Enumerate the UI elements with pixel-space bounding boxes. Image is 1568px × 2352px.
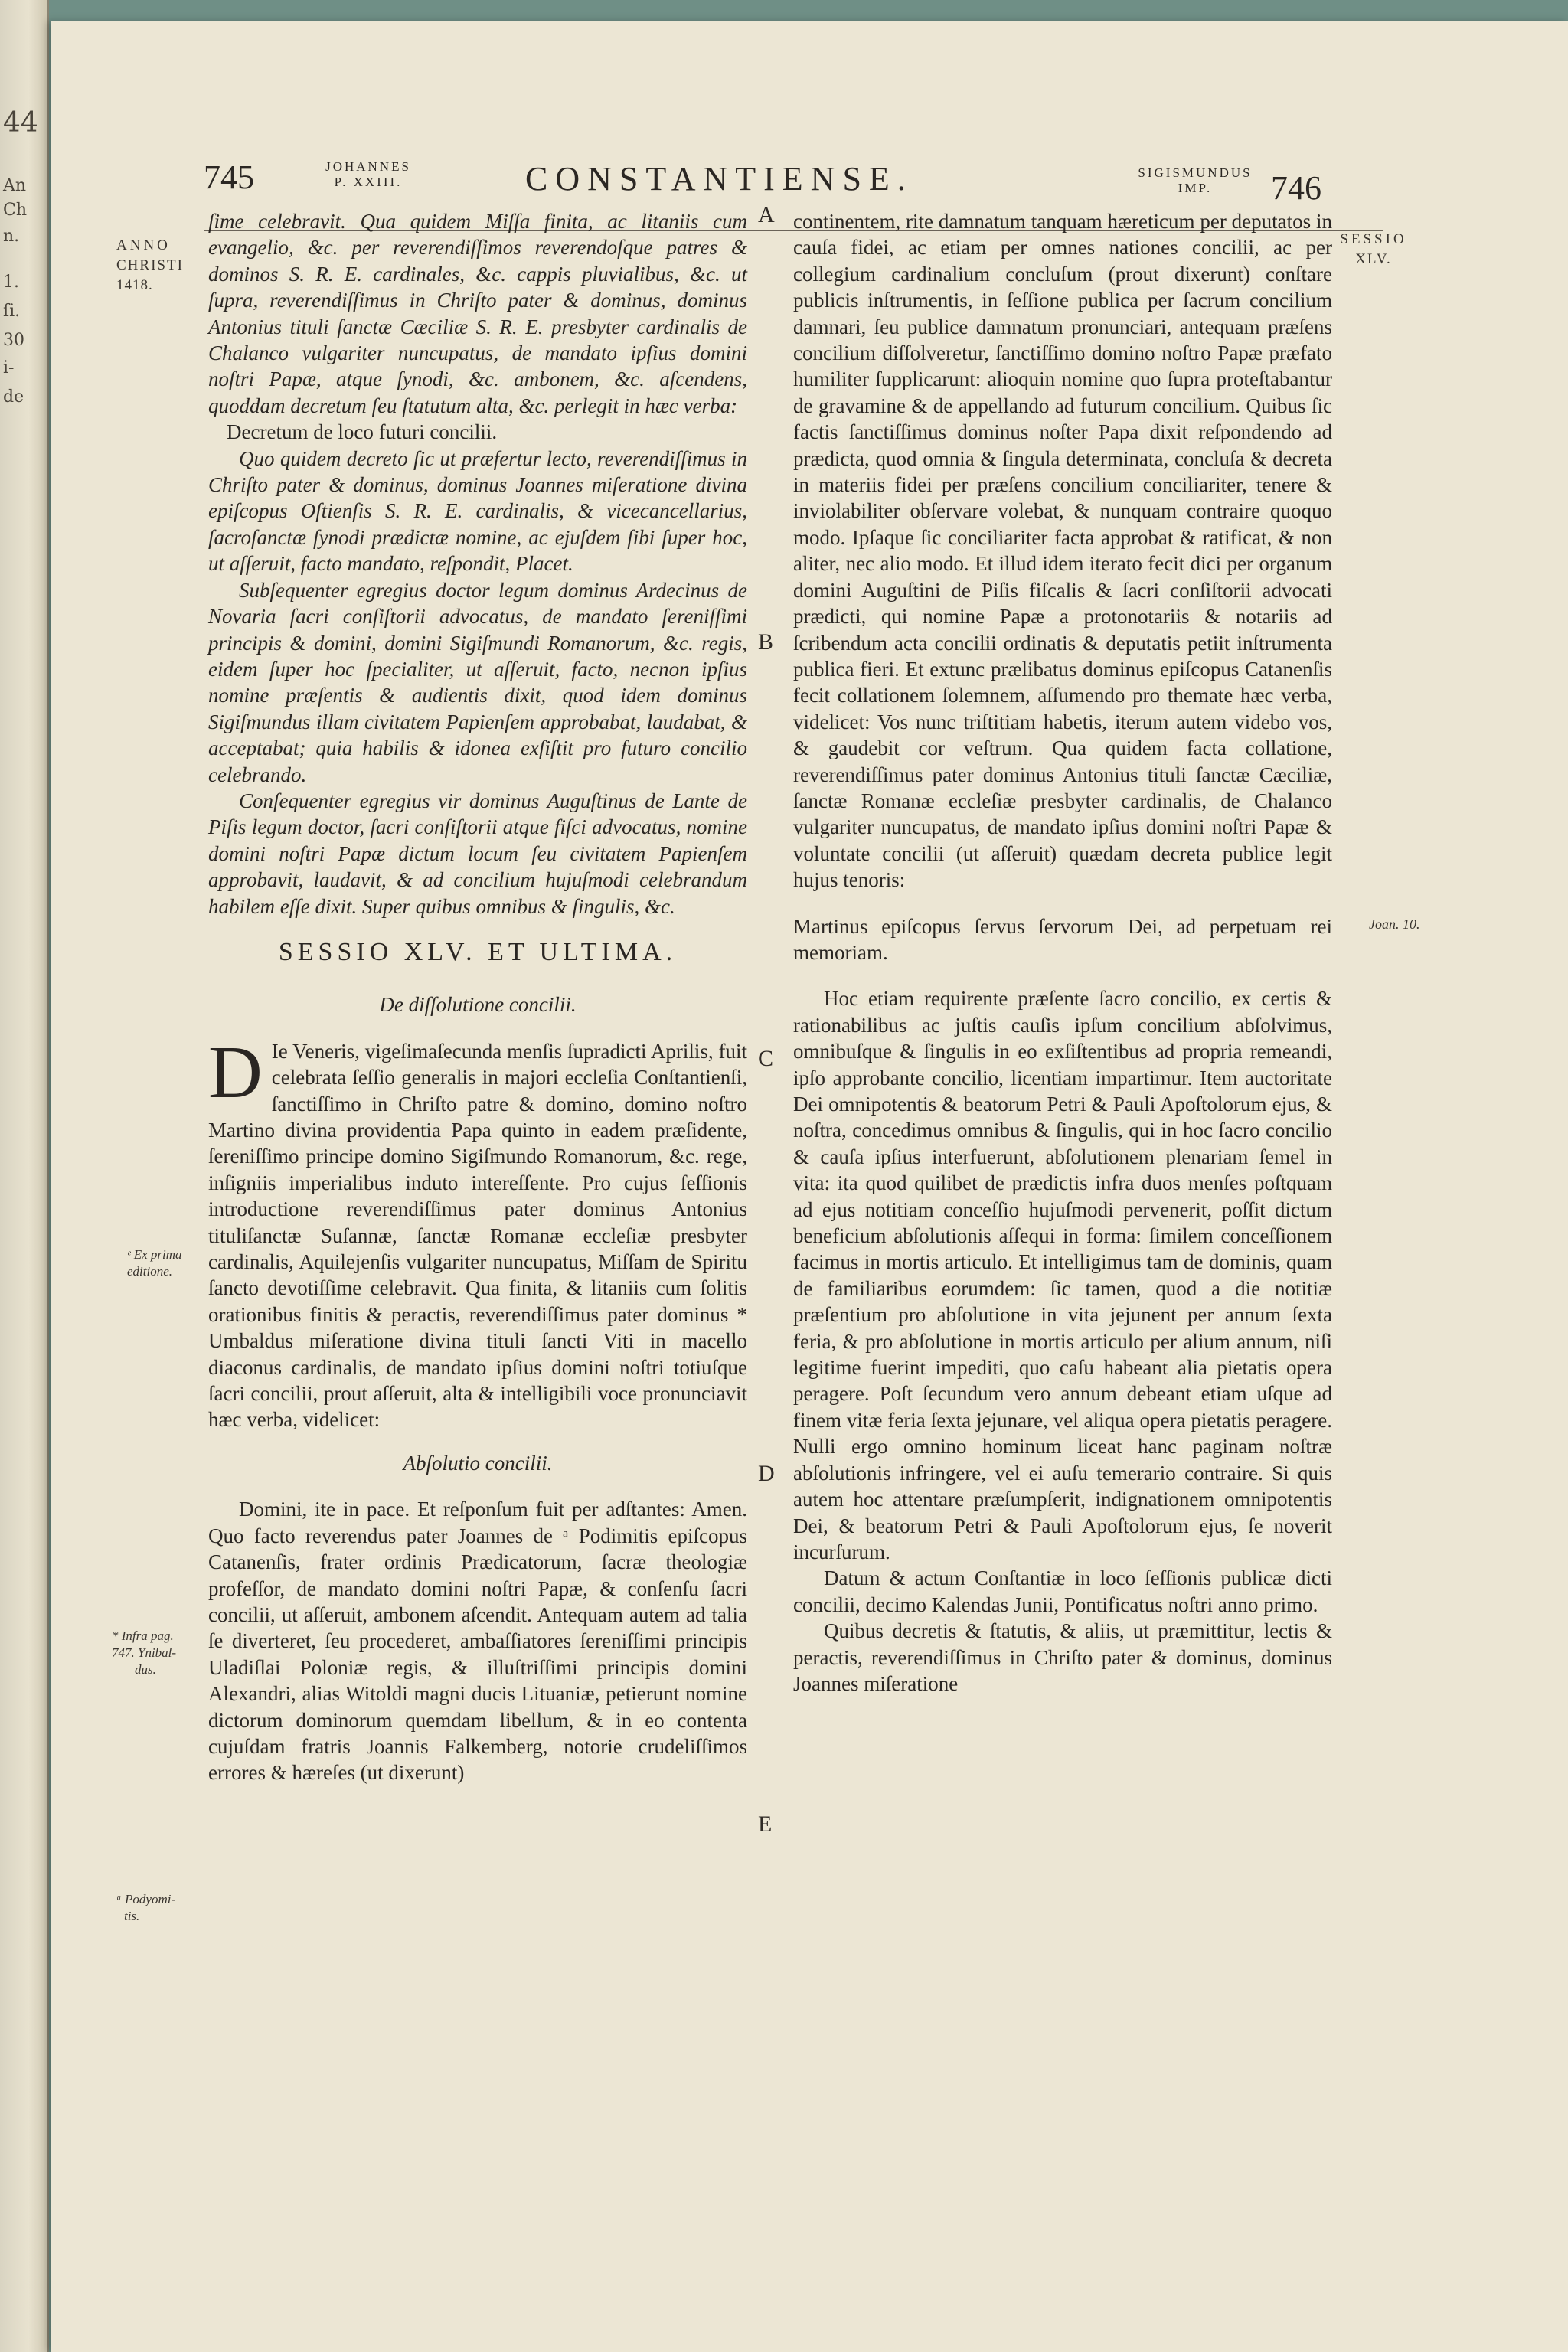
section-letter-a: A xyxy=(758,202,775,227)
year-label: 1418. xyxy=(116,277,153,293)
margin-note-prima-editione xyxy=(127,1246,211,1280)
paragraph: Hoc etiam requirente præſente ſacro concilio, ex certis & rationabilibus ac juſtis cauſis ipſum concilium abſolvimus, omnibuſque & ſingulis in eo exſiſtentibus ad propria remeandi, ipſo approbante concilio, licentiam impartimur. Item auctoritate Dei omnipotentis & beatorum Petri & Pauli Apoſtolorum ejus, & noſtra, concedimus omnibus & ſingulis, qui in hoc ſacro concilio & cauſa ipſius interfuerunt, abſolutionem plenariam ſemel in vita: ita quod quilibet de prædictis infra duos menſes poſtquam ad ejus notitiam conceſſio hujuſmodi pervenerit, poſſit dictum beneficium abſolutionis aſſequi in forma: ſimilem conceſſionem facimus in mortis articulo. Et intelligimus tam de dominis, quam de familiaribus eorumdem: ſic tamen, quod a die notitiæ præſentium pro abſolutione in vita jejunent per annum ſexta feria, & pro abſolutione in mortis articulo per alium annum, niſi legitime fuerint impediti, quo caſu habeant alia pietatis opera peragere. Poſt ſecundum vero annum debeant etiam uſque ad finem vitæ feria ſexta jejunare, vel aliqua opera pietatis peragere. Nulli ergo omnino hominum liceat hanc paginam noſtræ abſolutionis infringere, vel ei auſu temerario contraire. Si quis autem hoc attentare præſumpſerit, indignationem omnipotentis Dei, & beatorum Petri & Pauli Apoſtolorum ejus, ſe noverit incurſurum. xyxy=(793,987,1332,1563)
left-column xyxy=(208,208,747,1786)
paragraph: Domini, ite in pace. Et reſponſum fuit per adſtantes: Amen. Quo facto reverendus pater Joannes de ᵃ Podimitis epiſcopus Catanenſis, frater ordinis Prædicatorum, ſacræ theologiæ profeſſor, de mandato domini noſtri Papæ, & conſenſu ſacri concilii, ut aſſeruit, ambonem aſcendit. Antequam autem ad talia ſe diverteret, ſeu procederet, ambaſſiatores ſereniſſimi principis Uladiſlai Poloniæ regis, & illuſtriſſimi principis domini Alexandri, alias Witoldi magni ducis Lituaniæ, petierunt nomine dictorum dominorum quemdam libellum, & in eo contenta cujuſdam fratris Joannis Falkemberg, notorie crudeliſſimos errores & hæreſes (ut dixerunt) xyxy=(208,1498,747,1785)
sessio-label: SESSIO xyxy=(1340,231,1407,247)
margin-anno xyxy=(116,236,201,296)
emperor-name: SIGISMUNDUS xyxy=(1138,165,1253,180)
note-line: dus. xyxy=(135,1662,156,1677)
paragraph: Conſequenter egregius vir dominus Auguſtinus de Lante de Piſis legum doctor, ſacri conſiſtorii atque fiſci advocatus, nomine domini noſtri Papæ dictum locum ſeu civitatem Papienſem approbavit, laudavit, & ad concilium hujuſmodi celebrandum habilem eſſe dixit. Super quibus omnibus & ſingulis, &c. xyxy=(208,789,747,918)
pope-number: P. XXIII. xyxy=(334,175,403,189)
prev-page-number: 44 xyxy=(3,107,38,139)
spacer xyxy=(793,965,1332,985)
paragraph: Quo quidem decreto ſic ut præfertur lecto, reverendiſſimus in Chriſto pater & dominus, dominus Joannes miſeratione divina epiſcopus Oſtienſis S. R. E. cardinalis, & vicecancellarius, ſacroſanctæ ſynodi prædictæ nomine, ac ejuſdem ſibi ſuper hoc, ut aſſeruit, facto mandato, reſpondit, Placet. xyxy=(208,446,747,576)
christi-label: CHRISTI xyxy=(116,257,184,273)
right-column xyxy=(793,208,1332,1697)
subheading-absolution: Abſolutio concilii. xyxy=(403,1451,553,1475)
note-line: editione. xyxy=(127,1264,173,1279)
prev-page-char: i- xyxy=(3,358,15,377)
pope-label xyxy=(311,159,426,190)
note-line: * Infra pag. xyxy=(112,1628,174,1643)
prev-page-char: An xyxy=(3,176,27,195)
paragraph: Subſequenter egregius doctor legum dominus Ardecinus de Novaria ſacri conſiſtorii advocatus, de mandato ſereniſſimi principis & domini, domini Sigiſmundi Romanorum, &c. regis, eidem ſuper hoc ſpecialiter, ut aſſeruit, facto, necnon ipſius nomine præſentis & audientis dixit, quod idem dominus Sigiſmundus illam civitatem Papienſem approbabat, laudabat, & acceptabat; quia habilis & idonea exſiſtit pro futuro concilio celebrando. xyxy=(208,578,747,786)
pope-name: JOHANNES xyxy=(325,159,411,174)
section-letter-b: B xyxy=(758,629,774,655)
left-page-number: 745 xyxy=(204,158,254,196)
paragraph: continentem, rite damnatum tanquam hæreticum per deputatos in cauſa fidei, ac etiam per omnes nationes concilii, ac per collegium cardinalium concluſum (prout dixerunt) conſtare publicis inſtrumentis, in ſeſſione publica per ſacrum concilium damnari, ſeu publice damnatum pronunciari, antequam præſens concilium diſſolveretur, ſanctiſſimo domino noſtro Papæ præfato humiliter ſupplicarunt: alioquin nomine quo ſupra proteſtabantur de gravamine & de appellando ad futurum concilium. Quibus ſic factis ſanctiſſimus dominus noſter Papa dixit reſpondendo ad prædicta, quod omnia & ſingula determinata, concluſa & decreta in materiis fidei per præſens concilium conciliariter, tenere & inviolabiliter obſervare volebat, & nunquam contraire quoquo modo. Ipſaque ſic conciliariter facta approbat & ratificat, & non aliter, nec alio modo. Et illud idem iterato fecit dici per organum domini Auguſtini de Piſis fiſcalis & ſacri conſiſtorii advocati prædicti, qui nomine Papæ a protonotariis & notariis ad ſcribendum acta concilii ordinatis & deputatis petiit inſtrumenta publica fieri. Et extunc prælibatus dominus epiſcopus Catanenſis fecit collationem ſolemnem, aſſumendo pro themate hæc verba, videlicet: Vos nunc triſtitiam habetis, iterum autem videbo vos, & gaudebit cor veſtrum. Qua quidem facta collatione, reverendiſſimus pater dominus Antonius tituli ſanctæ Cæciliæ, ſanctæ Romanæ eccleſiæ presbyter cardinalis, de Chalanco vulgariter nuncupatus, de mandato ipſius domini noſtri Papæ & voluntate concilii (ut aſſeruit) quædam decreta publice legit hujus tenoris: xyxy=(793,210,1332,892)
session-heading: SESSIO XLV. ET ULTIMA. xyxy=(278,937,678,966)
paragraph-dating: Datum & actum Conſtantiæ in loco ſeſſionis publicæ dicti concilii, decimo Kalendas Junii, Pontificatus noſtri anno primo. xyxy=(793,1566,1332,1616)
note-line: ᵃ Podyomi- xyxy=(116,1892,176,1906)
subheading-dissolution: De diſſolutione concilii. xyxy=(379,993,577,1017)
prev-page-char: n. xyxy=(3,227,20,246)
prev-page-char: de xyxy=(3,387,24,407)
margin-sessio xyxy=(1328,230,1419,270)
paragraph: Quibus decretis & ſtatutis, & aliis, ut præmittitur, lectis & peractis, reverendiſſimus in Chriſto pater & dominus, dominus Joannes miſeratione xyxy=(793,1619,1332,1695)
note-line: ᵉ Ex prima xyxy=(127,1247,182,1262)
margin-note-infra-pag xyxy=(112,1628,211,1678)
drop-cap: D xyxy=(208,1031,263,1114)
sessio-number: XLV. xyxy=(1355,251,1392,267)
prev-page-char: 30 xyxy=(3,331,24,350)
prev-page-char: 1. xyxy=(3,273,19,292)
anno-label: ANNO xyxy=(116,237,171,253)
book-page xyxy=(51,21,1568,2352)
papal-salutation: Martinus epiſcopus ſervus ſervorum Dei, ad perpetuam rei memoriam. xyxy=(793,914,1332,964)
spacer xyxy=(793,893,1332,913)
paragraph-text: Ie Veneris, vigeſimaſecunda menſis ſupradicti Aprilis, fuit celebrata ſeſſio generalis in majori eccleſia Conſtantienſi, ſanctiſſimo in Chriſto patre & domino, domino noſtro Martino divina providentia Papa quinto in eadem præſidente, ſereniſſimo principe domino Sigiſmundo Romanorum, &c. rege, inſigniis imperialibus induto intereſſente. Pro cujus ſeſſionis introductione reverendiſſimus pater dominus Antonius tituliſanctæ Suſannæ, ſanctæ Romanæ eccleſiæ presbyter cardinalis, Aquilejenſis vulgariter nuncupatus, Miſſam de Spiritu ſancto devotiſſime celebravit. Qua finita, & litaniis cum ſolitis orationibus finitis & peractis, reverendiſſimus pater dominus * Umbaldus miſeratione divina tituli ſancti Viti in macello diaconus cardinalis, de mandato ipſius domini noſtri totiuſque ſacri concilii, prout aſſeruit, alta & intelligibili voce pronunciavit hæc verba, videlicet: xyxy=(208,1039,747,1432)
margin-note-joan: Joan. 10. xyxy=(1369,916,1420,932)
running-title: CONSTANTIENSE. xyxy=(525,160,913,198)
note-line: tis. xyxy=(124,1909,140,1923)
prev-page-char: Ch xyxy=(3,201,28,220)
previous-page-edge xyxy=(0,0,49,2352)
section-letter-e: E xyxy=(758,1811,773,1837)
paragraph: ſime celebravit. Qua quidem Miſſa finita, ac litaniis cum evangelio, &c. per reverendiſſimos reverendoſque patres & dominos S. R. E. cardinales, &c. cappis pluvialibus, &c. ut ſupra, reverendiſſimus in Chriſto pater & dominus, dominus Antonius tituli ſanctæ Cæciliæ S. R. E. presbyter cardinalis de Chalanco vulgariter nuncupatus, de mandato ipſius domini noſtri Papæ, atque ſynodi, &c. ambonem, &c. aſcendens, quoddam decretum ſeu ſtatutum alta, &c. perlegit in hæc verba: xyxy=(208,210,747,417)
prev-page-char: ſi. xyxy=(3,302,21,321)
section-letter-d: D xyxy=(758,1461,775,1486)
note-line: 747. Ynibal- xyxy=(112,1645,177,1660)
paragraph-with-dropcap xyxy=(208,1031,747,1433)
right-page-number: 746 xyxy=(1271,169,1321,207)
margin-note-podyomitis xyxy=(116,1891,208,1925)
emperor-title: IMP. xyxy=(1178,181,1213,195)
decree-title: Decretum de loco futuri concilii. xyxy=(227,420,498,444)
emperor-label xyxy=(1122,165,1268,196)
section-letter-c: C xyxy=(758,1046,774,1071)
